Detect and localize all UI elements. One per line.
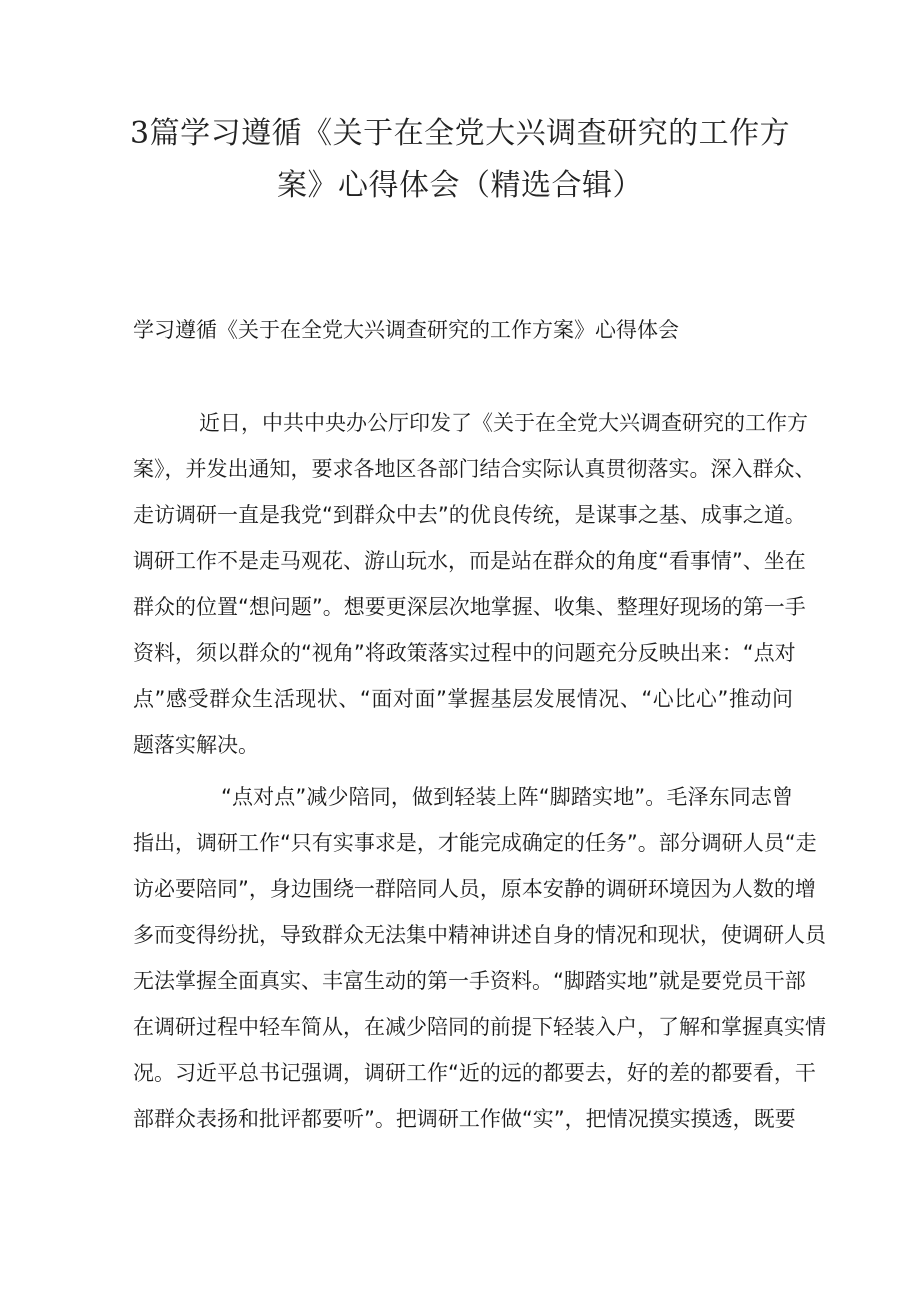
paragraph-line: 在调研过程中轻车简从，在减少陪同的前提下轻装入户，了解和掌握真实情 <box>133 1015 826 1039</box>
paragraph-line: “点对点”减少陪同，做到轻装上阵“脚踏实地”。毛泽东同志曾 <box>221 785 793 809</box>
title-line: 3篇学习遵循《关于在全党大兴调查研究的工作方 <box>130 116 791 151</box>
paragraph-line: 多而变得纷扰，导致群众无法集中精神讲述自身的情况和现状，使调研人员 <box>133 923 826 947</box>
document-title <box>130 108 790 212</box>
section-heading: 学习遵循《关于在全党大兴调查研究的工作方案》心得体会 <box>133 318 679 342</box>
paragraph-line: 题落实解决。 <box>133 733 259 757</box>
paragraph-line: 点”感受群众生活现状、“面对面”掌握基层发展情况、“心比心”推动问 <box>133 687 793 711</box>
paragraph-line: 近日，中共中央办公厅印发了《关于在全党大兴调查研究的工作方 <box>199 411 808 435</box>
paragraph-line: 无法掌握全面真实、丰富生动的第一手资料。“脚踏实地”就是要党员干部 <box>133 969 806 993</box>
paragraph-line: 群众的位置“想问题”。想要更深层次地掌握、收集、整理好现场的第一手 <box>133 595 806 619</box>
paragraph-line: 调研工作不是走马观花、游山玩水，而是站在群众的角度“看事情”、坐在 <box>133 549 806 573</box>
paragraph-2 <box>133 774 826 1142</box>
paragraph-line: 走访调研一直是我党“到群众中去”的优良传统，是谋事之基、成事之道。 <box>133 503 806 527</box>
paragraph-line: 指出，调研工作“只有实事求是，才能完成确定的任务”。部分调研人员“走 <box>133 831 817 855</box>
paragraph-line: 访必要陪同”，身边围绕一群陪同人员，原本安静的调研环境因为人数的增 <box>133 877 816 901</box>
paragraph-line: 部群众表扬和批评都要听”。把调研工作做“实”，把情况摸实摸透，既要 <box>133 1107 796 1131</box>
paragraph-line: 案》，并发出通知，要求各地区各部门结合实际认真贯彻落实。深入群众、 <box>133 457 816 481</box>
paragraph-line: 资料，须以群众的“视角”将政策落实过程中的问题充分反映出来：“点对 <box>133 641 796 665</box>
paragraph-1 <box>133 400 816 768</box>
paragraph-line: 况。习近平总书记强调，调研工作“近的远的都要去，好的差的都要看，干 <box>133 1061 816 1085</box>
body-text <box>133 400 826 1148</box>
title-line: 案》心得体会（精选合辑） <box>277 168 643 203</box>
